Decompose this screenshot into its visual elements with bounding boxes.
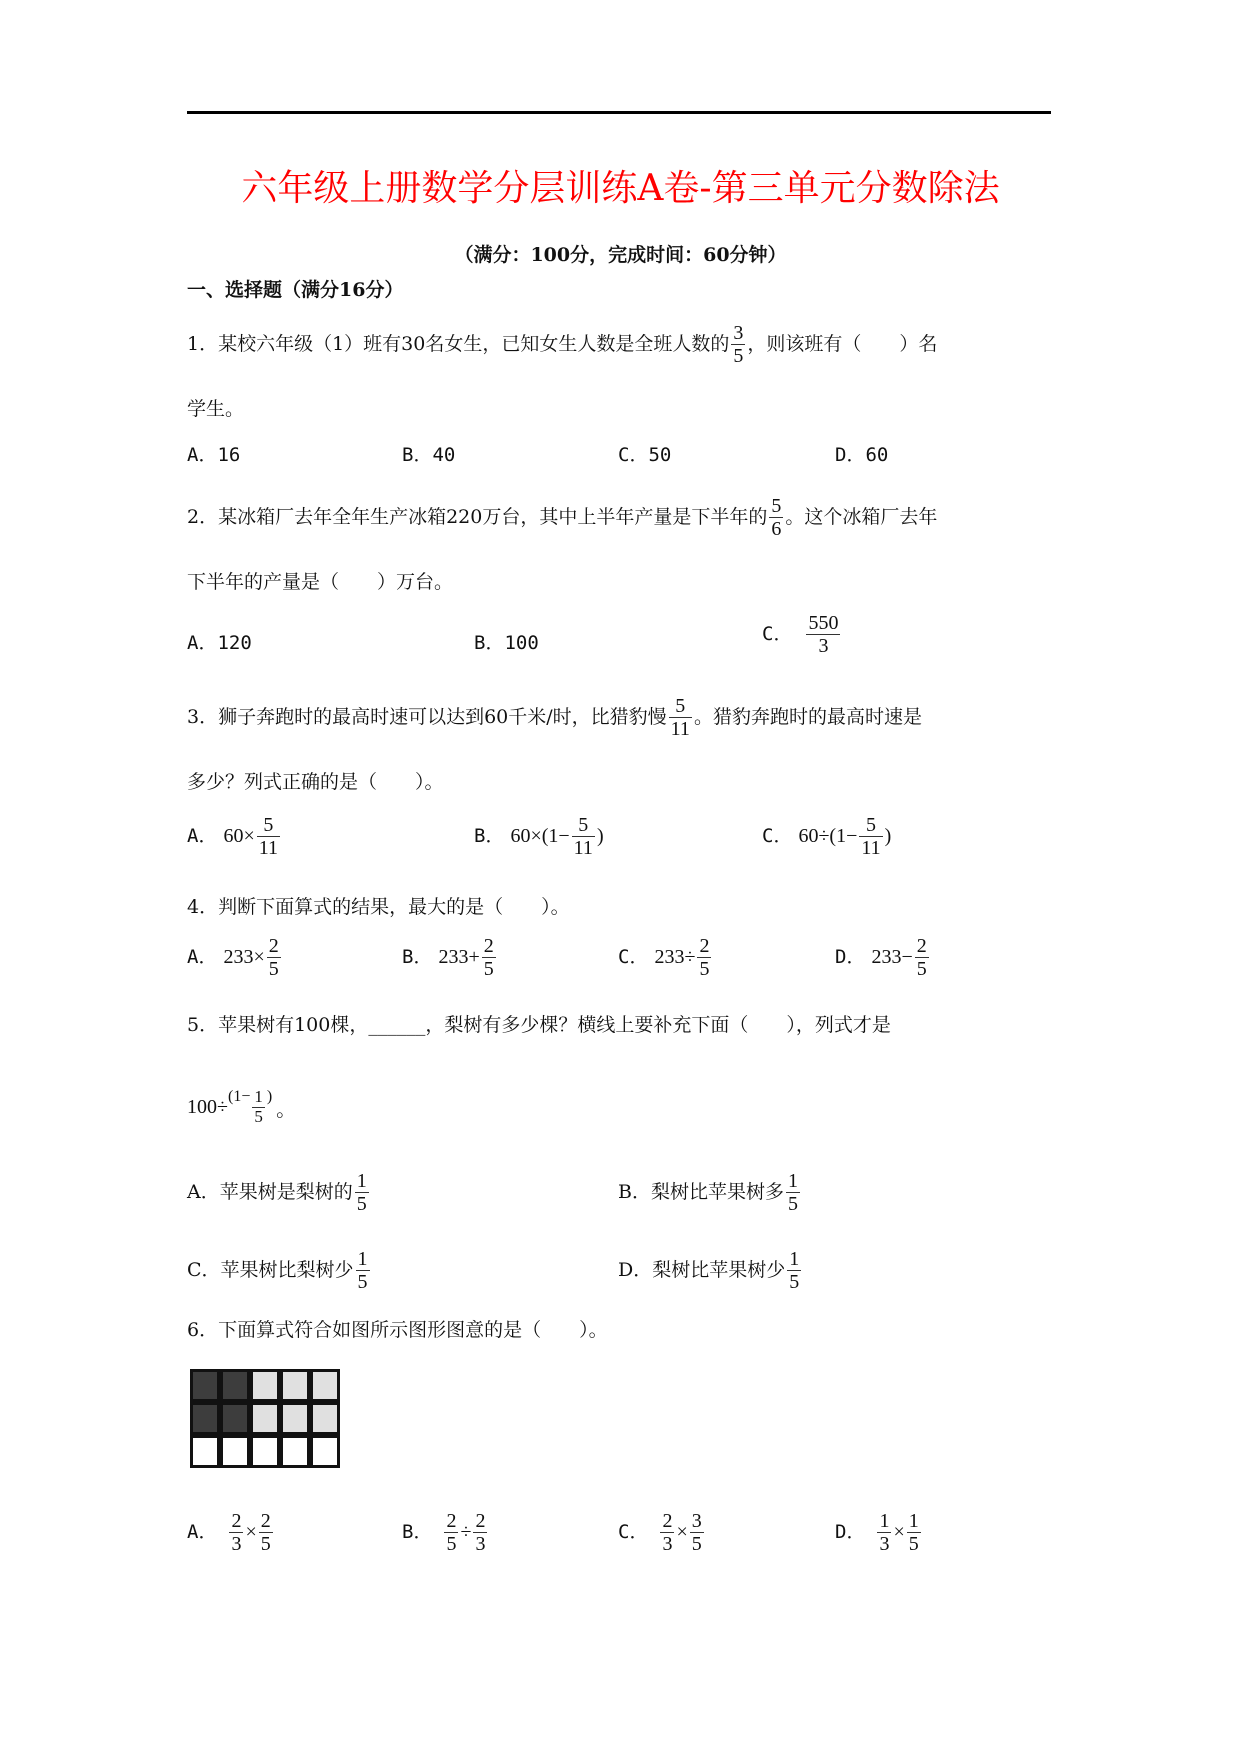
denominator: 5 — [357, 1271, 368, 1293]
question-3 — [187, 695, 922, 740]
numerator: 1 — [789, 1248, 800, 1270]
q4-option-c[interactable] — [618, 935, 713, 980]
expression — [223, 935, 282, 980]
denominator: 5 — [733, 345, 744, 367]
numerator: 1 — [356, 1170, 367, 1192]
fraction — [356, 1248, 370, 1293]
expression-prefix: 233− — [871, 946, 913, 968]
q5-option-b[interactable] — [618, 1170, 802, 1215]
header-rule — [187, 111, 1051, 114]
denominator: 3 — [231, 1533, 242, 1555]
section-heading: 一、选择题（满分16分） — [187, 279, 404, 301]
expression — [654, 935, 713, 980]
question-text: ，则该班有（ ）名 — [747, 333, 938, 355]
fraction — [473, 1510, 487, 1555]
option-label: D． — [835, 1521, 866, 1543]
question-2 — [187, 495, 937, 540]
fraction — [660, 1510, 674, 1555]
grid-cell-dark — [192, 1371, 219, 1401]
fraction — [572, 814, 595, 859]
q4-option-a[interactable] — [187, 935, 283, 980]
expression-prefix: 233÷ — [654, 946, 696, 968]
grid-cell-light — [312, 1371, 339, 1401]
numerator: 1 — [879, 1510, 890, 1532]
question-text: 3．狮子奔跑时的最高时速可以达到60千米/时，比猎豹慢 — [187, 706, 667, 728]
option-label: C． — [762, 825, 793, 847]
numerator: 5 — [578, 814, 589, 836]
option-label: B． — [402, 946, 433, 968]
denominator: 5 — [268, 958, 279, 980]
expression-prefix: 100÷ — [187, 1095, 228, 1118]
grid-cell-dark — [192, 1404, 219, 1434]
fraction — [482, 935, 496, 980]
numerator: 2 — [483, 935, 494, 957]
option-text: C．苹果树比梨树少 — [187, 1259, 354, 1281]
q4-option-d[interactable] — [835, 935, 931, 980]
grid-cell-empty — [192, 1437, 219, 1467]
option-label: C． — [762, 623, 793, 645]
numerator: 2 — [231, 1510, 242, 1532]
fraction — [769, 495, 783, 540]
expression — [438, 935, 497, 980]
expression — [875, 1510, 922, 1555]
option-label: A． — [187, 825, 218, 847]
question-text: 。猎豹奔跑时的最高时速是 — [693, 706, 922, 728]
numerator: 2 — [916, 935, 927, 957]
expression — [442, 1510, 489, 1555]
q3-option-b[interactable] — [474, 814, 604, 859]
fraction — [915, 935, 929, 980]
option-label: D． — [835, 946, 866, 968]
fraction — [267, 935, 281, 980]
expression-prefix: 60×(1− — [510, 825, 570, 847]
numerator: 1 — [908, 1510, 919, 1532]
question-3-line2: 多少？列式正确的是（ ）。 — [187, 771, 444, 793]
numerator: 5 — [675, 695, 686, 717]
numerator: 2 — [662, 1510, 673, 1532]
q3-option-c[interactable] — [762, 814, 891, 859]
expression — [187, 1088, 296, 1126]
fraction — [252, 1088, 265, 1126]
expression-prefix: 60× — [223, 825, 255, 847]
numerator: 1 — [787, 1170, 798, 1192]
grid-cell-empty — [282, 1437, 309, 1467]
expression — [223, 814, 282, 859]
fraction — [806, 612, 840, 657]
fraction-grid-figure — [190, 1369, 340, 1468]
grid-cell-empty — [222, 1437, 249, 1467]
question-6: 6．下面算式符合如图所示图形图意的是（ ）。 — [187, 1319, 608, 1341]
question-4: 4．判断下面算式的结果，最大的是（ ）。 — [187, 896, 570, 918]
grid-cell-dark — [222, 1404, 249, 1434]
fraction — [786, 1170, 800, 1215]
grid-cell-light — [282, 1404, 309, 1434]
numerator: 3 — [733, 322, 744, 344]
operator: × — [245, 1521, 257, 1543]
denominator: 5 — [483, 958, 494, 980]
paren-open: (1− — [227, 1088, 251, 1106]
q6-option-c[interactable] — [618, 1510, 706, 1555]
denominator: 5 — [908, 1533, 919, 1555]
expression-prefix: 233× — [223, 946, 265, 968]
denominator: 5 — [446, 1533, 457, 1555]
q6-option-a[interactable] — [187, 1510, 275, 1555]
fraction — [787, 1248, 801, 1293]
q1-option-d[interactable]: D．60 — [835, 444, 889, 466]
q5-option-c[interactable] — [187, 1248, 372, 1293]
fraction — [257, 814, 280, 859]
question-text: 1．某校六年级（1）班有30名女生，已知女生人数是全班人数的 — [187, 333, 730, 355]
numerator: 3 — [691, 1510, 702, 1532]
q5-option-a[interactable] — [187, 1170, 371, 1215]
denominator: 11 — [861, 837, 881, 859]
denominator: 5 — [916, 958, 927, 980]
denominator: 5 — [260, 1533, 271, 1555]
grid-cell-light — [312, 1404, 339, 1434]
period: 。 — [276, 1098, 297, 1121]
expression-prefix: 60÷(1− — [798, 825, 858, 847]
grid-cell-light — [252, 1371, 279, 1401]
option-label: A． — [187, 946, 218, 968]
option-label: A． — [187, 1521, 218, 1543]
denominator: 5 — [699, 958, 710, 980]
question-text: 2．某冰箱厂去年全年生产冰箱220万台，其中上半年产量是下半年的 — [187, 506, 768, 528]
denominator: 3 — [818, 635, 829, 657]
operator: × — [676, 1521, 688, 1543]
fraction — [907, 1510, 921, 1555]
expression-suffix: ) — [884, 825, 892, 847]
question-1-line2: 学生。 — [187, 398, 245, 420]
q2-option-c[interactable] — [762, 612, 842, 657]
fraction — [259, 1510, 273, 1555]
denominator: 5 — [787, 1193, 798, 1215]
fraction — [669, 695, 692, 740]
q1-option-a[interactable]: A．16 — [187, 444, 241, 466]
numerator: 5 — [263, 814, 274, 836]
numerator: 2 — [260, 1510, 271, 1532]
grid-cell-light — [252, 1404, 279, 1434]
option-text: A．苹果树是梨树的 — [187, 1181, 353, 1203]
numerator: 2 — [475, 1510, 486, 1532]
q2-option-a[interactable]: A．120 — [187, 632, 252, 654]
fraction — [877, 1510, 891, 1555]
numerator: 5 — [866, 814, 876, 836]
q6-option-d[interactable] — [835, 1510, 923, 1555]
fraction — [355, 1170, 369, 1215]
question-5-line2 — [187, 1088, 296, 1126]
grid-cell-dark — [222, 1371, 249, 1401]
denominator: 5 — [254, 1106, 263, 1126]
numerator: 2 — [446, 1510, 457, 1532]
expression — [871, 935, 930, 980]
q4-option-b[interactable] — [402, 935, 498, 980]
option-label: B． — [402, 1521, 433, 1543]
q3-option-a[interactable] — [187, 814, 282, 859]
operator: × — [893, 1521, 905, 1543]
page-title: 六年级上册数学分层训练A卷-第三单元分数除法 — [241, 168, 1000, 209]
option-label: B． — [474, 825, 505, 847]
fraction — [697, 935, 711, 980]
q1-option-b[interactable]: B．40 — [402, 444, 456, 466]
operator: ÷ — [460, 1521, 472, 1543]
expression — [658, 1510, 705, 1555]
expression-suffix: ) — [596, 825, 604, 847]
denominator: 5 — [691, 1533, 702, 1555]
denominator: 5 — [789, 1271, 800, 1293]
paren-close: ) — [266, 1088, 273, 1106]
question-2-line2: 下半年的产量是（ ）万台。 — [187, 571, 454, 593]
numerator: 5 — [771, 495, 782, 517]
denominator: 3 — [879, 1533, 890, 1555]
expression — [510, 814, 603, 859]
grid-cell-empty — [252, 1437, 279, 1467]
denominator: 11 — [670, 718, 690, 740]
fraction — [731, 322, 745, 367]
numerator: 550 — [808, 612, 839, 634]
numerator: 2 — [268, 935, 279, 957]
denominator: 5 — [356, 1193, 367, 1215]
option-text: B．梨树比苹果树多 — [618, 1181, 784, 1203]
question-5: 5．苹果树有100棵，______，梨树有多少棵？横线上要补充下面（ ），列式才是 — [187, 1014, 891, 1036]
fraction — [229, 1510, 243, 1555]
option-label: C． — [618, 946, 649, 968]
numerator: 2 — [699, 935, 710, 957]
denominator: 6 — [771, 518, 782, 540]
numerator: 1 — [254, 1087, 263, 1106]
grid-cell-empty — [312, 1437, 339, 1467]
q1-option-c[interactable]: C．50 — [618, 444, 672, 466]
expression-prefix: 233+ — [438, 946, 480, 968]
fraction — [690, 1510, 704, 1555]
q5-option-d[interactable] — [618, 1248, 803, 1293]
q2-option-b[interactable]: B．100 — [474, 632, 539, 654]
fraction — [859, 814, 882, 859]
expression — [227, 1510, 274, 1555]
denominator: 3 — [662, 1533, 673, 1555]
option-label: C． — [618, 1521, 649, 1543]
expression — [798, 814, 891, 859]
q6-option-b[interactable] — [402, 1510, 489, 1555]
grid-cell-light — [282, 1371, 309, 1401]
numerator: 1 — [357, 1248, 368, 1270]
option-text: D．梨树比苹果树少 — [618, 1259, 786, 1281]
denominator: 11 — [573, 837, 593, 859]
denominator: 11 — [258, 837, 278, 859]
denominator: 3 — [475, 1533, 486, 1555]
question-1 — [187, 322, 937, 367]
exam-info: （满分：100分，完成时间：60分钟） — [454, 244, 787, 266]
question-text: 。这个冰箱厂去年 — [785, 506, 938, 528]
fraction — [444, 1510, 458, 1555]
